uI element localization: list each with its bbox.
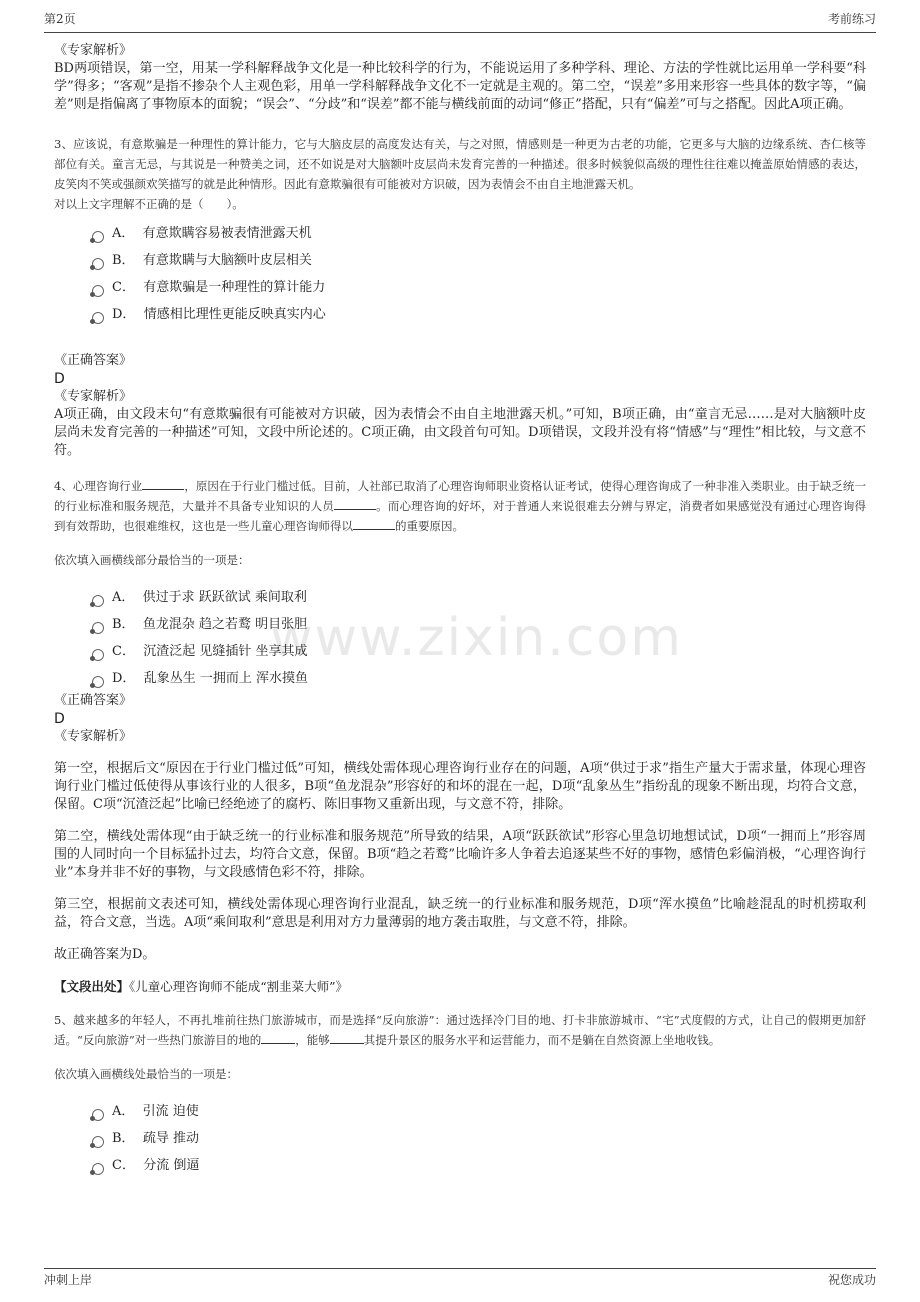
q4-answer-label: 《正确答案》 <box>54 693 133 708</box>
q4-option-c[interactable]: C． 沉渣泛起 见缝插针 坐享其成 <box>92 638 866 665</box>
q5-prompt: 依次填入画横线处最恰当的一项是： <box>54 1067 238 1081</box>
blank-line <box>334 497 376 510</box>
radio-icon[interactable] <box>92 622 104 634</box>
q4-option-a[interactable]: A． 供过于求 跃跃欲试 乘间取利 <box>92 584 866 611</box>
q3-option-d[interactable]: D． 情感相比理性更能反映真实内心 <box>92 301 866 328</box>
q4-option-d[interactable]: D． 乱象丛生 一拥而上 浑水摸鱼 <box>92 665 866 692</box>
q3-option-a[interactable]: A． 有意欺瞒容易被表情泄露天机 <box>92 220 866 247</box>
radio-icon[interactable] <box>92 312 104 324</box>
q3-option-b[interactable]: B． 有意欺瞒与大脑额叶皮层相关 <box>92 247 866 274</box>
blank-line <box>353 517 395 530</box>
header-title: 考前练习 <box>827 12 876 26</box>
q5-stem: 5、越来越多的年轻人，不再扎堆前往热门旅游城市，而是选择“反向旅游”：通过选择冷门目的地、打卡非旅游城市、“宅”式度假的方式，让自己的假期更加舒适。“反向旅游”对一些热门旅游目的地的 ，能够 其提升景区的服务水平和运营能力，而不是躺在自然资源上坐地收钱。 <box>54 1013 866 1047</box>
radio-icon[interactable] <box>92 649 104 661</box>
q5-option-b[interactable]: B． 疏导 推动 <box>92 1125 866 1152</box>
q5-option-a[interactable]: A． 引流 迫使 <box>92 1098 866 1125</box>
q3-answer-label: 《正确答案》 <box>54 353 133 368</box>
q2-analysis: BD两项错误，第一空，用某一学科解释战争文化是一种比较科学的行为，不能说运用了多种学科、理论、方法的学性就比运用单一学科要“科学”得多；“客观”是指不掺杂个人主观色彩，用单一学科解释战争文化不一定就是主观的。第二空，“误差”多用来形容一些具体的数字等，“偏差”则是指偏离了事物原本的面貌；“误会”、“分歧”和“误差”都不能与横线前面的动词“修正”搭配，只有“偏差”可与之搭配。因此A项正确。 <box>54 61 866 112</box>
blank-line <box>142 477 184 490</box>
radio-icon[interactable] <box>92 258 104 270</box>
q5-option-c[interactable]: C． 分流 倒逼 <box>92 1152 866 1179</box>
q4-analysis-p2: 第二空，横线处需体现“由于缺乏统一的行业标准和服务规范”所导致的结果，A项“跃跃欲试”形容心里急切地想试试，D项“一拥而上”形容周围的人同时向一个目标猛扑过去，均符合文意，保留。B项“趋之若鹜”比喻许多人争着去追逐某些不好的事物，感情色彩偏消极，“心理咨询行业”本身并非不好的事物，与文段感情色彩不符，排除。 <box>54 829 866 880</box>
q4-analysis-label: 《专家解析》 <box>54 729 133 744</box>
q4-option-b[interactable]: B． 鱼龙混杂 趋之若鹜 明目张胆 <box>92 611 866 638</box>
q2-analysis-label: 《专家解析》 <box>54 43 133 58</box>
footer-left: 冲刺上岸 <box>44 1273 93 1287</box>
q3-prompt: 对以上文字理解不正确的是（ ）。 <box>54 197 244 211</box>
source-label: 【文段出处】 <box>54 979 130 994</box>
q4-answer: D <box>54 711 65 727</box>
q3-analysis-label: 《专家解析》 <box>54 389 133 404</box>
header-rule <box>44 32 876 33</box>
q4-prompt: 依次填入画横线部分最恰当的一项是： <box>54 553 250 567</box>
q3-answer: D <box>54 371 65 387</box>
blank-line <box>261 1031 295 1044</box>
radio-icon[interactable] <box>92 1163 104 1175</box>
radio-icon[interactable] <box>92 595 104 607</box>
radio-icon[interactable] <box>92 231 104 243</box>
radio-icon[interactable] <box>92 1136 104 1148</box>
q3-option-c[interactable]: C． 有意欺骗是一种理性的算计能力 <box>92 274 866 301</box>
q4-conclusion: 故正确答案为D。 <box>54 947 156 962</box>
radio-icon[interactable] <box>92 676 104 688</box>
page-content <box>54 42 866 1179</box>
q3-options <box>54 220 866 328</box>
q4-stem: 4、心理咨询行业 ，原因在于行业门槛过低。目前，人社部已取消了心理咨询师职业资格认证考试，使得心理咨询成了一种非准入类职业。由于缺乏统一的行业标准和服务规范，大量并不具备专业知识的人员 。而心理咨询的好坏，对于普通人来说很难去分辨与界定，消费者如果感觉没有通过心理咨询得到有效帮助，也很难维权，这也是一些儿童心理咨询师得以 的重要原因。 <box>54 479 866 533</box>
radio-icon[interactable] <box>92 1109 104 1121</box>
q4-source <box>54 978 866 996</box>
q4-options <box>54 584 866 692</box>
footer-rule <box>44 1268 876 1269</box>
q4-analysis-p3: 第三空，根据前文表述可知，横线处需体现心理咨询行业混乱，缺乏统一的行业标准和服务规范，D项“浑水摸鱼”比喻趁混乱的时机捞取利益，符合文意，当选。A项“乘间取利”意思是利用对方力量薄弱的地方袭击取胜，与文意不符，排除。 <box>54 897 866 930</box>
q5-options <box>54 1098 866 1179</box>
page-number: 第2页 <box>44 12 76 26</box>
page-header <box>44 10 876 30</box>
source-title: 《儿童心理咨询师不能成“割韭菜大师”》 <box>129 979 349 994</box>
radio-icon[interactable] <box>92 285 104 297</box>
footer-right: 祝您成功 <box>827 1273 876 1287</box>
q3-analysis: A项正确，由文段末句“有意欺骗很有可能被对方识破，因为表情会不由自主地泄露天机。”可知，B项正确，由“童言无忌……是对大脑额叶皮层尚未发育完善的一种描述”可知，文段中所论述的。C项正确，由文段首句可知。D项错误，文段并没有将“情感”与“理性”相比较，与文意不符。 <box>54 407 866 458</box>
q4-analysis-p1: 第一空，根据后文“原因在于行业门槛过低”可知，横线处需体现心理咨询行业存在的问题，A项“供过于求”指生产量大于需求量，体现心理咨询行业门槛过低使得从事该行业的人很多，B项“鱼龙混杂”形容好的和坏的混在一起，D项“乱象丛生”指纷乱的现象不断出现，均符合文意，保留。C项“沉渣泛起”比喻已经绝迹了的腐朽、陈旧事物又重新出现，与文意不符，排除。 <box>54 761 866 812</box>
blank-line <box>330 1031 364 1044</box>
watermark: www.zixin.com <box>270 608 683 668</box>
q3-stem: 3、应该说，有意欺骗是一种理性的算计能力，它与大脑皮层的高度发达有关，与之对照，情感则是一种更为古老的功能，它更多与大脑的边缘系统、杏仁核等部位有关。童言无忌，与其说是一种赞美之词，还不如说是对大脑额叶皮层尚未发育完善的一种描述。很多时候貌似高级的理性往往难以掩盖原始情感的表达，皮笑肉不笑或强颜欢笑描写的就是此种情形。因此有意欺骗很有可能被对方识破，因为表情会不由自主地泄露天机。 <box>54 137 866 191</box>
